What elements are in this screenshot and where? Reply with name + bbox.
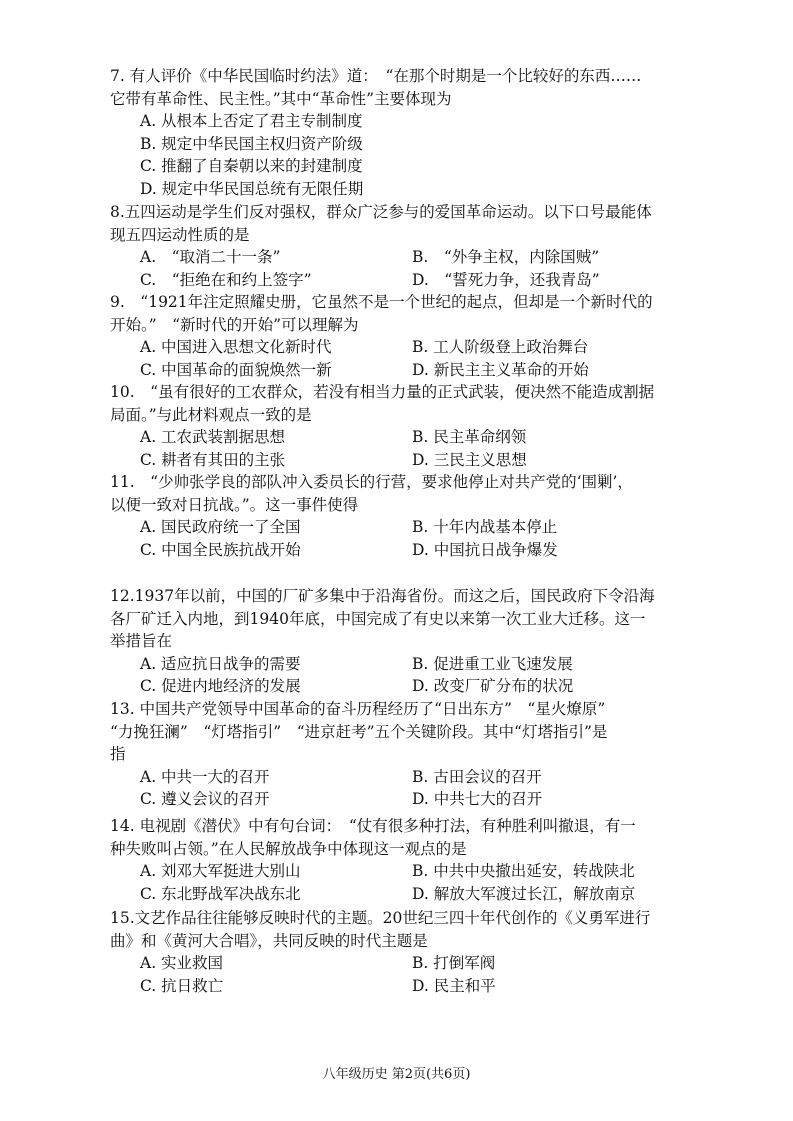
stem-line: 开始。” “新时代的开始”可以理解为 <box>110 315 359 334</box>
option-row <box>110 975 690 998</box>
option-row <box>110 133 690 156</box>
option-row <box>110 155 690 178</box>
answer-option: B. 民主革命纲领 <box>412 428 527 447</box>
question-stem <box>110 201 690 246</box>
answer-option: C. 推翻了自秦朝以来的封建制度 <box>140 157 363 176</box>
answer-option: D. 规定中华民国总统有无限任期 <box>140 179 364 198</box>
option-row <box>110 653 690 676</box>
question-stem <box>110 585 690 653</box>
stem-line: 种失败叫占领。”在人民解放战争中体现这一观点的是 <box>110 839 467 858</box>
question-stem <box>110 698 690 766</box>
answer-option: B. 规定中华民国主权归资产阶级 <box>140 134 363 153</box>
option-row <box>110 359 690 382</box>
question-stem <box>110 815 690 860</box>
answer-option: A. 刘邓大军挺进大别山 <box>140 862 301 881</box>
answer-option: B. 古田会议的召开 <box>412 767 542 786</box>
stem-line: 7. 有人评价《中华民国临时约法》道： “在那个时期是一个比较好的东西…… <box>110 67 642 85</box>
question-stem <box>110 907 690 952</box>
answer-option: D. 改变厂矿分布的状况 <box>412 677 574 696</box>
answer-option: C. 中国革命的面貌焕然一新 <box>140 360 332 379</box>
stem-line: 13. 中国共产党领导中国革命的奋斗历程经历了“日出东方” “星火燎原” <box>110 700 606 718</box>
question-8 <box>110 201 690 291</box>
question-9 <box>110 291 690 381</box>
stem-line: 各厂矿迁入内地，到1940年底，中国完成了有史以来第一次工业大迁移。这一 <box>110 609 646 628</box>
stem-line: 14. 电视剧《潜伏》中有句台词： “仗有很多种打法，有种胜利叫撤退，有一 <box>110 817 636 835</box>
option-row <box>110 178 690 201</box>
answer-option: D. 中共七大的召开 <box>412 790 543 809</box>
answer-option: A. 工农武装割据思想 <box>140 428 286 447</box>
question-13 <box>110 698 690 811</box>
stem-line: 以便一致对日抗战。”。这一事件使得 <box>110 495 359 514</box>
option-row <box>110 539 690 562</box>
answer-option: D. 中国抗日战争爆发 <box>412 540 558 559</box>
answer-option: B. 十年内战基本停止 <box>412 518 558 537</box>
answer-option: C. 抗日救亡 <box>140 976 224 995</box>
stem-line: 11. “少帅张学良的部队冲入委员长的行营，要求他停止对共产党的‘围剿’， <box>110 473 633 491</box>
option-row <box>110 110 690 133</box>
answer-option: B. 促进重工业飞速发展 <box>412 654 573 673</box>
option-row <box>110 860 690 883</box>
stem-line: 局面。”与此材料观点一致的是 <box>110 405 312 424</box>
stem-line: 12.1937年以前，中国的厂矿多集中于沿海省份。而这之后，国民政府下令沿海 <box>110 587 655 605</box>
answer-option: B. 中共中央撤出延安，转战陕北 <box>412 862 635 881</box>
stem-line: “力挽狂澜” “灯塔指引” “进京赶考”五个关键阶段。其中“灯塔指引”是 <box>110 722 608 741</box>
answer-option: A. 中国进入思想文化新时代 <box>140 338 332 357</box>
answer-option: A. 实业救国 <box>140 954 224 973</box>
answer-option: D. “誓死力争，还我青岛” <box>412 270 600 289</box>
answer-option: A. “取消二十一条” <box>140 248 281 267</box>
question-11 <box>110 471 690 561</box>
answer-option: A. 适应抗日战争的需要 <box>140 654 301 673</box>
stem-line: 指 <box>110 745 126 764</box>
question-10 <box>110 381 690 471</box>
option-row <box>110 952 690 975</box>
option-row <box>110 788 690 811</box>
stem-line: 曲》和《黄河大合唱》，共同反映的时代主题是 <box>110 931 428 950</box>
option-row <box>110 883 690 906</box>
stem-line: 9. “1921年注定照耀史册，它虽然不是一个世纪的起点，但却是一个新时代的 <box>110 293 653 311</box>
stem-line: 它带有革命性、民主性。”其中“革命性”主要体现为 <box>110 89 452 108</box>
answer-option: C. “拒绝在和约上签字” <box>140 270 312 289</box>
option-row <box>110 269 690 292</box>
stem-line: 10. “虽有很好的工农群众，若没有相当力量的正式武装，便决然不能造成割据 <box>110 383 655 401</box>
question-12 <box>110 585 690 698</box>
answer-option: A. 国民政府统一了全国 <box>140 518 301 537</box>
answer-option: C. 东北野战军决战东北 <box>140 884 301 903</box>
option-row <box>110 336 690 359</box>
answer-option: B. 工人阶级登上政治舞台 <box>412 338 589 357</box>
answer-option: B. “外争主权，内除国贼” <box>412 248 600 267</box>
option-row <box>110 675 690 698</box>
question-stem <box>110 65 690 110</box>
question-15 <box>110 907 690 997</box>
stem-line: 15.文艺作品往往能够反映时代的主题。20世纪三四十年代创作的《义勇军进行 <box>110 909 651 927</box>
page-footer: 八年级历史 第2页(共6页) <box>322 1067 471 1082</box>
answer-option: C. 耕者有其田的主张 <box>140 450 286 469</box>
answer-option: D. 三民主义思想 <box>412 450 527 469</box>
option-row <box>110 246 690 269</box>
option-row <box>110 516 690 539</box>
answer-option: A. 中共一大的召开 <box>140 767 270 786</box>
answer-option: A. 从根本上否定了君主专制制度 <box>140 112 363 131</box>
question-stem <box>110 381 690 426</box>
answer-option: B. 打倒军阀 <box>412 954 496 973</box>
option-row <box>110 426 690 449</box>
answer-option: C. 遵义会议的召开 <box>140 790 270 809</box>
option-row <box>110 766 690 789</box>
question-14 <box>110 815 690 905</box>
question-7 <box>110 65 690 201</box>
answer-option: D. 解放大军渡过长江，解放南京 <box>412 884 636 903</box>
answer-option: D. 新民主主义革命的开始 <box>412 360 589 379</box>
question-stem <box>110 291 690 336</box>
answer-option: C. 中国全民族抗战开始 <box>140 540 301 559</box>
answer-option: D. 民主和平 <box>412 976 496 995</box>
stem-line: 现五四运动性质的是 <box>110 225 250 244</box>
option-row <box>110 449 690 472</box>
answer-option: C. 促进内地经济的发展 <box>140 677 301 696</box>
stem-line: 举措旨在 <box>110 632 173 651</box>
stem-line: 8.五四运动是学生们反对强权，群众广泛参与的爱国革命运动。以下口号最能体 <box>110 203 652 221</box>
question-stem <box>110 471 690 516</box>
